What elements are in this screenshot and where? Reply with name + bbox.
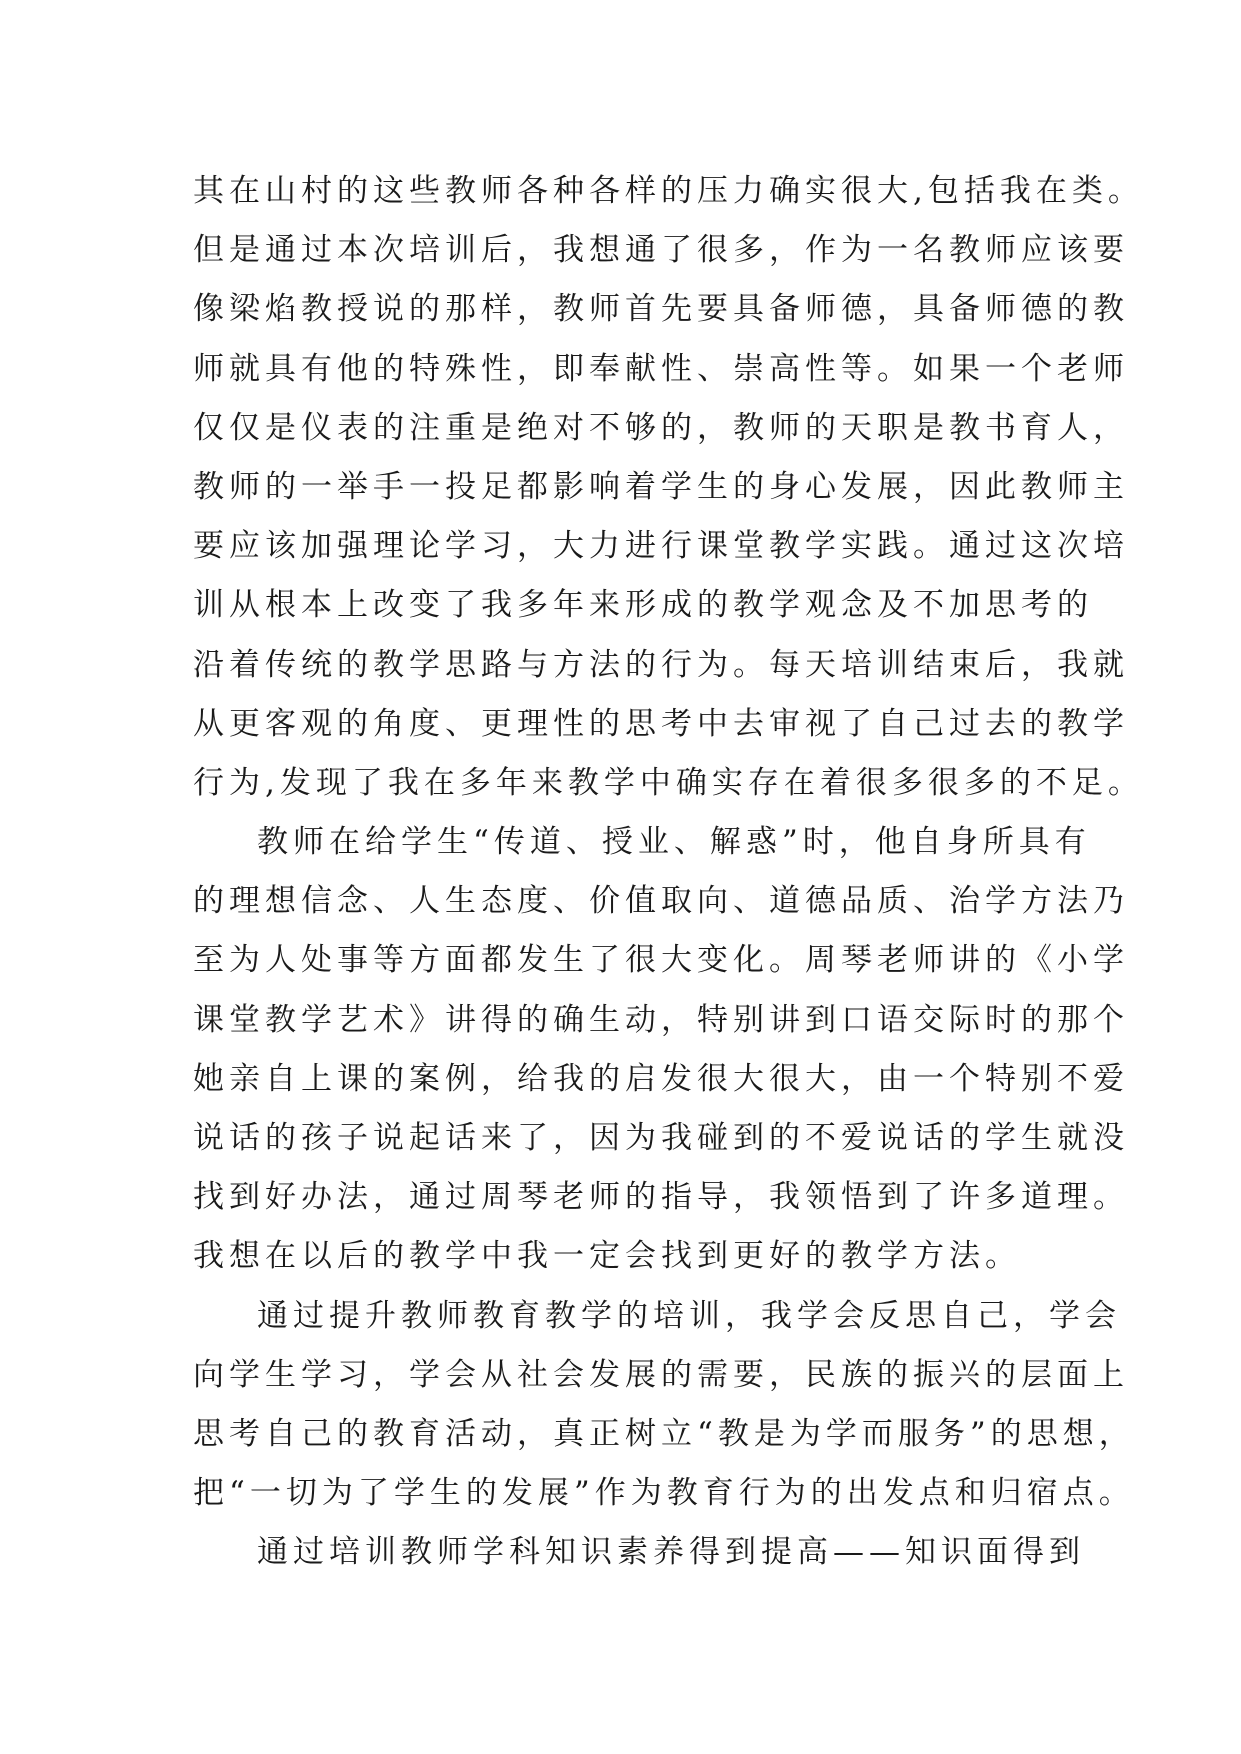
text-line: 的理想信念、人生态度、价值取向、道德品质、治学方法乃 xyxy=(193,883,1129,920)
text-line: 要应该加强理论学习，大力进行课堂教学实践。通过这次培 xyxy=(193,528,1129,565)
text-line: 师就具有他的特殊性，即奉献性、崇高性等。如果一个老师 xyxy=(193,350,1129,387)
text-line: 说话的孩子说起话来了，因为我碰到的不爱说话的学生就没 xyxy=(193,1120,1129,1156)
text-line: 其在山村的这些教师各种各样的压力确实很大,包括我在类。 xyxy=(193,173,1144,209)
body-text xyxy=(193,162,1144,1583)
text-line: 沿着传统的教学思路与方法的行为。每天培训结束后，我就 xyxy=(193,646,1129,683)
text-line: 向学生学习，学会从社会发展的需要，民族的振兴的层面上 xyxy=(193,1356,1129,1393)
text-line: 训从根本上改变了我多年来形成的教学观念及不加思考的 xyxy=(193,587,1093,624)
paragraph-first-line: 通过培训教师学科知识素养得到提高——知识面得到 xyxy=(257,1534,1085,1571)
paragraph-first-line: 教师在给学生“传道、授业、解惑”时，他自身所具有 xyxy=(257,824,1091,861)
text-line: 我想在以后的教学中我一定会找到更好的教学方法。 xyxy=(193,1238,1021,1275)
text-line: 她亲自上课的案例，给我的启发很大很大，由一个特别不爱 xyxy=(193,1060,1129,1097)
text-line: 仅仅是仪表的注重是绝对不够的，教师的天职是教书育人， xyxy=(193,409,1129,446)
text-line: 像梁焰教授说的那样，教师首先要具备师德，具备师德的教 xyxy=(193,291,1129,328)
text-line: 但是通过本次培训后，我想通了很多，作为一名教师应该要 xyxy=(193,232,1129,269)
text-line: 至为人处事等方面都发生了很大变化。周琴老师讲的《小学 xyxy=(193,942,1129,979)
text-line: 从更客观的角度、更理性的思考中去审视了自己过去的教学 xyxy=(193,705,1129,742)
text-line: 教师的一举手一投足都影响着学生的身心发展，因此教师主 xyxy=(193,468,1129,505)
paragraph-first-line: 通过提升教师教育教学的培训，我学会反思自己，学会 xyxy=(257,1297,1121,1334)
text-line: 找到好办法，通过周琴老师的指导，我领悟到了许多道理。 xyxy=(193,1179,1129,1216)
text-line: 把“一切为了学生的发展”作为教育行为的出发点和归宿点。 xyxy=(193,1475,1135,1512)
text-line: 思考自己的教育活动，真正树立“教是为学而服务”的思想， xyxy=(193,1415,1135,1452)
text-line: 课堂教学艺术》讲得的确生动，特别讲到口语交际时的那个 xyxy=(193,1001,1129,1038)
text-line: 行为,发现了我在多年来教学中确实存在着很多很多的不足。 xyxy=(193,764,1144,801)
